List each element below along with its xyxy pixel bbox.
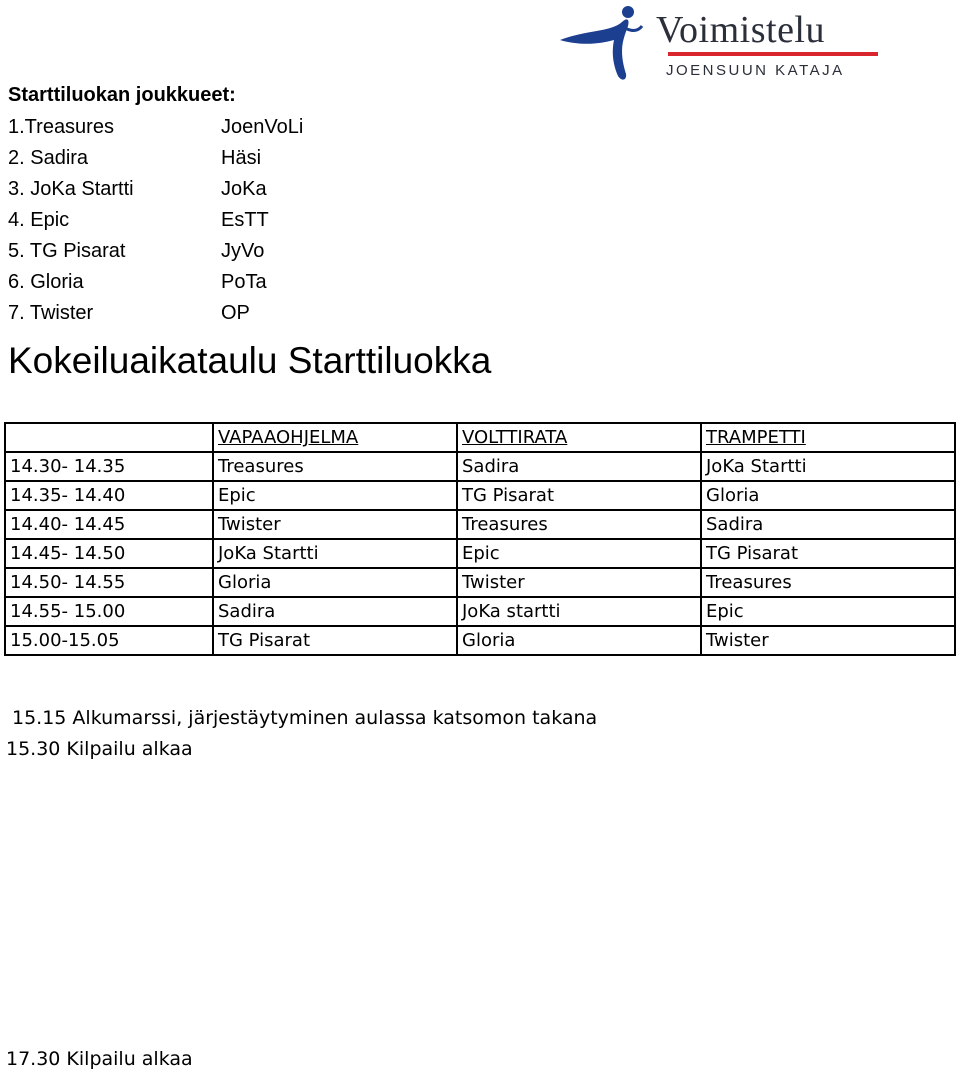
table-cell: TG Pisarat (213, 626, 457, 655)
table-cell: JoKa Startti (213, 539, 457, 568)
header-time (5, 423, 213, 452)
table-cell: Epic (457, 539, 701, 568)
time-cell: 14.50- 14.55 (5, 568, 213, 597)
header-label: VAPAAOHJELMA (218, 427, 359, 448)
table-cell: Twister (213, 510, 457, 539)
team-club: OP (221, 302, 250, 324)
table-row (5, 597, 955, 626)
logo-subtitle: JOENSUUN KATAJA (666, 62, 845, 79)
table-cell: TG Pisarat (457, 481, 701, 510)
time-cell: 14.35- 14.40 (5, 481, 213, 510)
team-name: 3. JoKa Startti (8, 178, 134, 200)
team-club: PoTa (221, 271, 267, 293)
table-cell: Sadira (701, 510, 955, 539)
schedule-table (4, 422, 956, 656)
logo-underline (668, 52, 878, 56)
table-cell: Sadira (457, 452, 701, 481)
table-row (5, 539, 955, 568)
team-club: EsTT (221, 209, 269, 231)
team-club: JyVo (221, 240, 265, 262)
time-cell: 14.40- 14.45 (5, 510, 213, 539)
table-cell: Sadira (213, 597, 457, 626)
header-label: TRAMPETTI (706, 427, 806, 448)
table-row (5, 510, 955, 539)
table-cell: Epic (701, 597, 955, 626)
table-cell: Epic (213, 481, 457, 510)
team-club: JoenVoLi (221, 116, 304, 138)
table-cell: TG Pisarat (701, 539, 955, 568)
team-row (8, 114, 408, 145)
team-name: 1.Treasures (8, 116, 114, 138)
table-cell: Gloria (213, 568, 457, 597)
table-cell: JoKa Startti (701, 452, 955, 481)
logo-name: Voimistelu (656, 9, 825, 51)
table-cell: Twister (457, 568, 701, 597)
header-volttirata (457, 423, 701, 452)
team-club: Häsi (221, 147, 262, 169)
team-row (8, 238, 408, 269)
table-cell: Treasures (457, 510, 701, 539)
note-competition-start: 15.30 Kilpailu alkaa (6, 738, 193, 760)
team-name: 2. Sadira (8, 147, 89, 169)
table-row (5, 452, 955, 481)
table-cell: Twister (701, 626, 955, 655)
time-cell: 14.45- 14.50 (5, 539, 213, 568)
team-club: JoKa (221, 178, 267, 200)
team-row (8, 207, 408, 238)
schedule-title: Kokeiluaikataulu Starttiluokka (8, 340, 492, 381)
table-cell: Gloria (457, 626, 701, 655)
voimistelu-logo (556, 4, 886, 84)
team-name: 4. Epic (8, 209, 70, 231)
team-row (8, 269, 408, 300)
team-row (8, 176, 408, 207)
note-competition-start-later: 17.30 Kilpailu alkaa (6, 1048, 193, 1070)
time-cell: 14.55- 15.00 (5, 597, 213, 626)
team-name: 5. TG Pisarat (8, 240, 126, 262)
table-cell: Treasures (701, 568, 955, 597)
time-cell: 15.00-15.05 (5, 626, 213, 655)
team-row (8, 145, 408, 176)
table-cell: Gloria (701, 481, 955, 510)
team-list (8, 114, 408, 331)
table-row (5, 481, 955, 510)
header-trampetti (701, 423, 955, 452)
table-cell: JoKa startti (457, 597, 701, 626)
table-header-row (5, 423, 955, 452)
time-cell: 14.30- 14.35 (5, 452, 213, 481)
team-name: 7. Twister (8, 302, 94, 324)
team-name: 6. Gloria (8, 271, 84, 293)
note-march: 15.15 Alkumarssi, järjestäytyminen aulassa katsomon takana (12, 707, 598, 729)
header-label: VOLTTIRATA (462, 427, 568, 448)
team-row (8, 300, 408, 331)
table-row (5, 626, 955, 655)
table-row (5, 568, 955, 597)
table-cell: Treasures (213, 452, 457, 481)
header-vapaaohjelma (213, 423, 457, 452)
teams-title: Starttiluokan joukkueet: (8, 84, 236, 106)
gymnast-figure-icon (556, 4, 656, 84)
